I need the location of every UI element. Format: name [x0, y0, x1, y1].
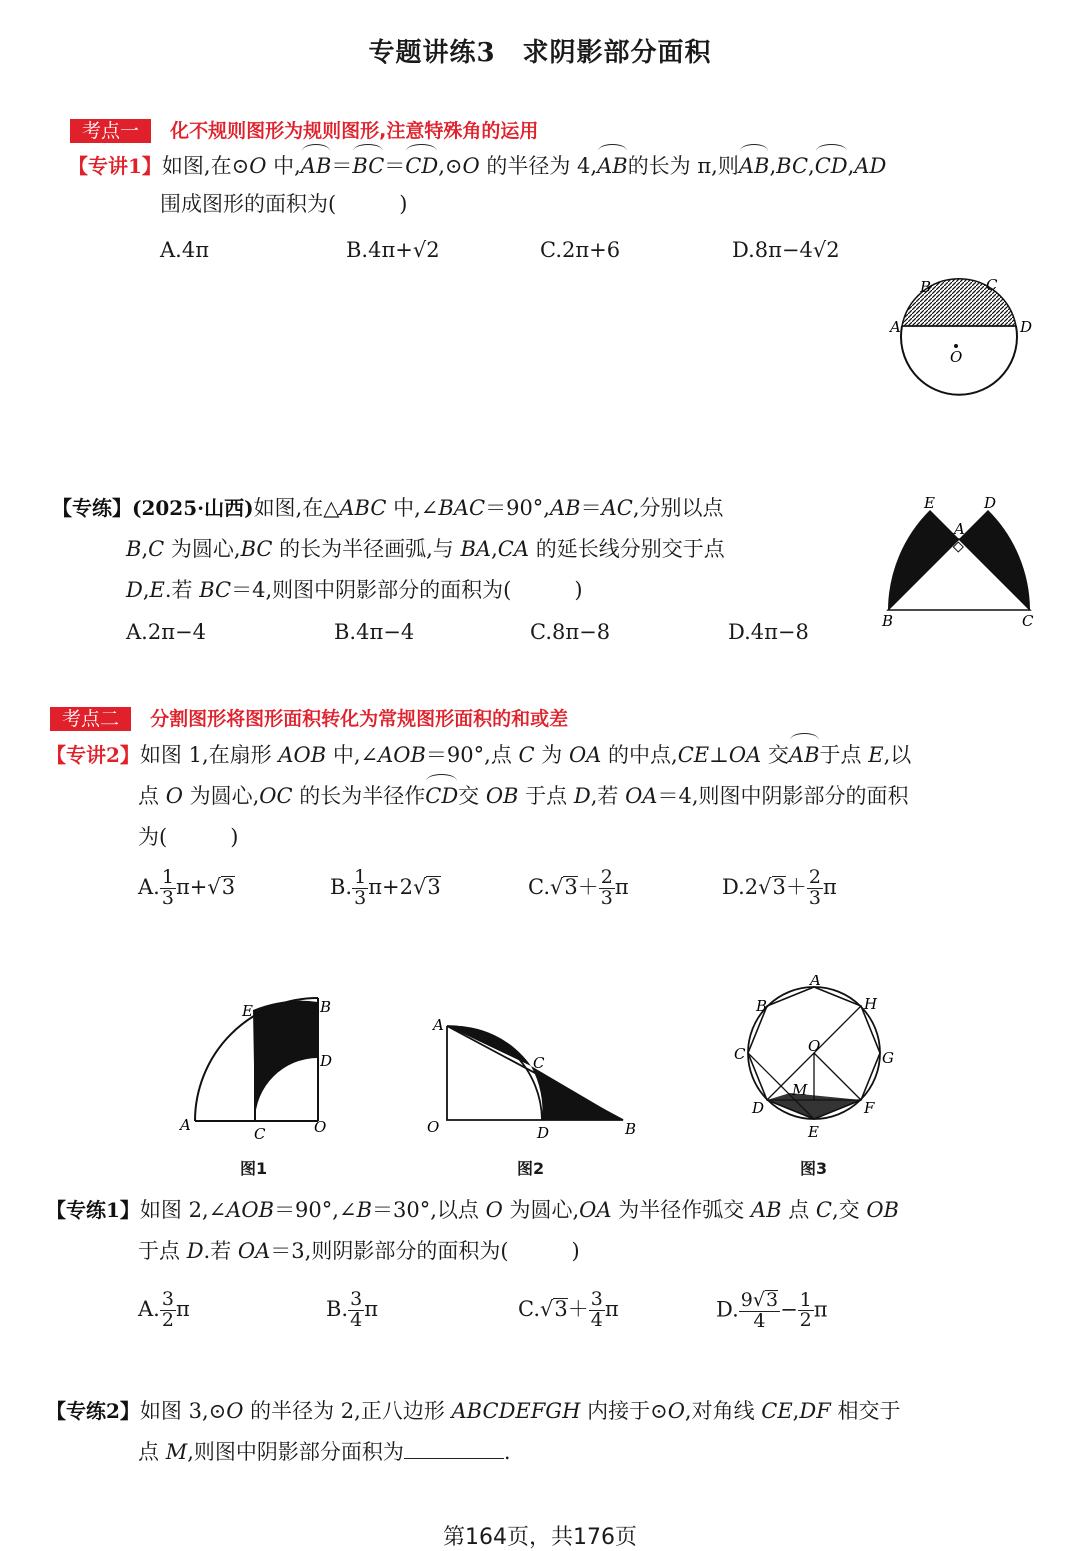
- option-c: C.√3＋ $\frac{3}{4}$ π: [518, 1288, 619, 1331]
- section-heading: 化不规则图形为规则图形,注意特殊角的运用: [170, 120, 539, 142]
- svg-text:G: G: [882, 1049, 894, 1067]
- svg-text:B: B: [625, 1120, 637, 1138]
- svg-text:F: F: [864, 1099, 875, 1117]
- option-b: B. $\frac{1}{3}$ π+2√3: [330, 866, 441, 909]
- svg-text:E: E: [808, 1123, 819, 1141]
- problem-2-line-3: D,E.若 BC＝4,则图中阴影部分的面积为( ): [126, 578, 583, 602]
- problem-label: 【专讲1】: [68, 154, 162, 178]
- problem-4-line-1: 【专练1】如图 2,∠AOB＝90°,∠B＝30°,以点 O 为圆心,OA 为半径作弧交 AB 点 C,交 OB: [46, 1198, 899, 1222]
- option-a: A.2π−4: [126, 620, 206, 644]
- option-b: B.4π−4: [334, 620, 415, 644]
- section-header-2: [50, 704, 568, 731]
- svg-text:B: B: [320, 998, 332, 1016]
- problem-1-line-1: 【专讲1】如图,在⊙O 中,AB＝BC＝CD,⊙O 的半径为 4,AB的长为 π,则AB,BC,CD,AD: [68, 146, 886, 187]
- section-heading: 分割图形将图形面积转化为常规图形面积的和或差: [150, 708, 569, 730]
- svg-text:A: A: [954, 520, 965, 538]
- section-header-1: [70, 116, 538, 143]
- problem-2-line-2: B,C 为圆心,BC 的长为半径画弧,与 BA,CA 的延长线分别交于点: [126, 537, 725, 561]
- problem-4-line-2: 于点 D.若 OA＝3,则阴影部分的面积为( ): [138, 1239, 580, 1263]
- problem-3-line-3: 为( ): [138, 825, 239, 849]
- svg-text:H: H: [864, 995, 878, 1013]
- svg-text:D: D: [752, 1099, 765, 1117]
- shaded-region: [253, 1001, 318, 1121]
- answer-blank[interactable]: [404, 1438, 504, 1459]
- option-d: D. $\frac{9√3}{4}$ − $\frac{1}{2}$ π: [716, 1288, 828, 1332]
- option-d: D.8π−4√2: [732, 238, 840, 262]
- svg-text:B: B: [882, 612, 894, 630]
- svg-text:A: A: [810, 975, 821, 989]
- svg-text:E: E: [924, 494, 935, 512]
- problem-label: 【专讲2】: [46, 743, 140, 767]
- svg-text:D: D: [984, 494, 997, 512]
- option-a: A.4π: [160, 238, 210, 262]
- svg-text:O: O: [427, 1118, 440, 1136]
- option-a: A. $\frac{3}{2}$ π: [138, 1288, 190, 1331]
- problem-3-line-1: 【专讲2】如图 1,在扇形 AOB 中,∠AOB＝90°,点 C 为 OA 的中点,CE⊥OA 交AB于点 E,以: [46, 735, 911, 776]
- option-d: D.2√3＋ $\frac{2}{3}$ π: [722, 866, 837, 909]
- problem-label: 【专练】: [52, 496, 132, 520]
- svg-text:C: C: [986, 276, 998, 294]
- figure-3-octagon: [730, 975, 900, 1150]
- page-footer: 第164页，共176页: [443, 1525, 637, 1550]
- svg-text:O: O: [808, 1037, 821, 1055]
- caption-fig2: 图2: [517, 1159, 545, 1178]
- svg-text:C: C: [1022, 612, 1034, 630]
- svg-text:A: A: [890, 318, 901, 336]
- svg-text:C: C: [734, 1045, 746, 1063]
- svg-text:D: D: [537, 1124, 550, 1142]
- svg-text:B: B: [756, 997, 768, 1015]
- figure-triangle-arcs: [876, 494, 1046, 634]
- svg-text:B: B: [920, 278, 932, 296]
- problem-label: 【专练1】: [46, 1198, 140, 1222]
- svg-text:A: A: [180, 1116, 191, 1134]
- svg-text:O: O: [314, 1118, 327, 1136]
- figure-2-triangle: [425, 1010, 645, 1145]
- option-a: A. $\frac{1}{3}$ π+√3: [138, 866, 236, 909]
- figure-1-sector: [170, 990, 350, 1150]
- svg-text:A: A: [433, 1016, 444, 1034]
- problem-label: 【专练2】: [46, 1399, 140, 1423]
- svg-text:E: E: [242, 1002, 253, 1020]
- problem-3-line-2: 点 O 为圆心,OC 的长为半径作CD交 OB 于点 D,若 OA＝4,则图中阴影部分的面积: [138, 776, 909, 817]
- svg-text:D: D: [1020, 318, 1033, 336]
- option-b: B. $\frac{3}{4}$ π: [326, 1288, 379, 1331]
- problem-2-line-1: 【专练】(2025·山西)如图,在△ABC 中,∠BAC＝90°,AB＝AC,分别以点: [52, 496, 724, 520]
- svg-text:C: C: [533, 1054, 545, 1072]
- option-b: B.4π+√2: [346, 238, 440, 262]
- section-tag: 考点二: [50, 707, 131, 731]
- option-c: C.2π+6: [540, 238, 621, 262]
- figure-circle-abcd: [880, 270, 1040, 410]
- caption-fig3: 图3: [800, 1159, 828, 1178]
- page-title: 专题讲练3 求阴影部分面积: [368, 38, 712, 68]
- svg-text:M: M: [792, 1081, 808, 1099]
- option-c: C.8π−8: [530, 620, 611, 644]
- caption-fig1: 图1: [240, 1159, 268, 1178]
- section-tag: 考点一: [70, 119, 151, 143]
- problem-5-line-2: 点 M,则图中阴影部分面积为 .: [138, 1440, 511, 1464]
- problem-5-line-1: 【专练2】如图 3,⊙O 的半径为 2,正八边形 ABCDEFGH 内接于⊙O,对角线 CE,DF 相交于: [46, 1399, 901, 1423]
- svg-text:C: C: [254, 1125, 266, 1143]
- option-c: C.√3＋ $\frac{2}{3}$ π: [528, 866, 629, 909]
- option-d: D.4π−8: [728, 620, 809, 644]
- problem-source: (2025·山西): [132, 496, 254, 520]
- problem-1-line-2: 围成图形的面积为( ): [160, 192, 408, 216]
- svg-text:O: O: [950, 348, 963, 366]
- svg-text:D: D: [320, 1052, 333, 1070]
